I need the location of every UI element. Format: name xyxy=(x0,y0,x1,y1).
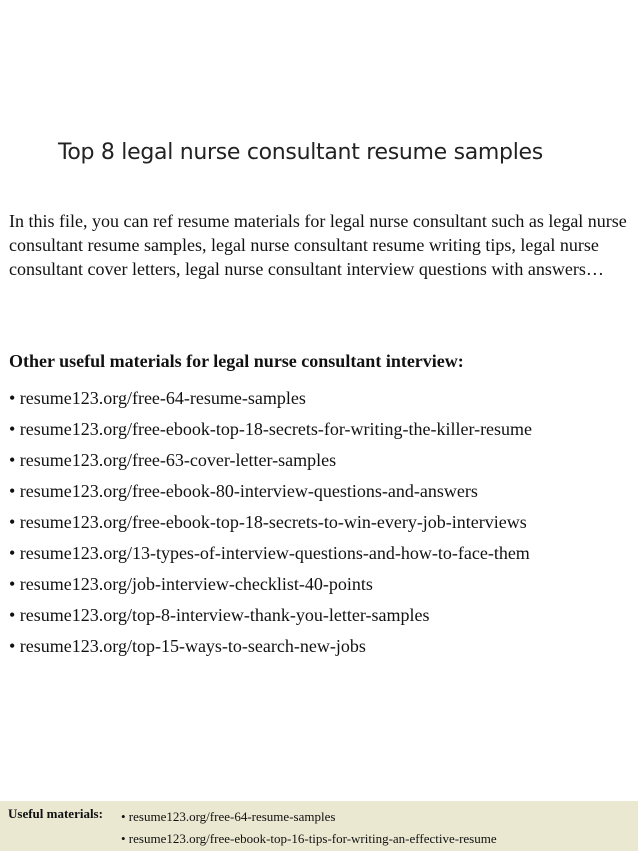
materials-link[interactable]: • resume123.org/free-ebook-top-18-secrets-to-win-every-job-interviews xyxy=(9,512,527,532)
materials-link[interactable]: • resume123.org/13-types-of-interview-questions-and-how-to-face-them xyxy=(9,543,530,563)
materials-link[interactable]: • resume123.org/free-63-cover-letter-samples xyxy=(9,450,337,470)
materials-heading: Other useful materials for legal nurse consultant interview: xyxy=(9,351,464,371)
footer-link[interactable]: • resume123.org/free-64-resume-samples xyxy=(121,809,336,824)
materials-link[interactable]: • resume123.org/job-interview-checklist-40-points xyxy=(9,574,373,594)
footer-label-separator: : xyxy=(98,806,103,821)
materials-link[interactable]: • resume123.org/free-64-resume-samples xyxy=(9,388,306,408)
footer-label xyxy=(8,806,103,822)
materials-link-list xyxy=(9,383,532,662)
footer-link[interactable]: • resume123.org/free-ebook-top-16-tips-for-writing-an-effective-resume xyxy=(121,831,497,846)
intro-paragraph: In this file, you can ref resume materials for legal nurse consultant such as legal nurse consultant resume samples, legal nurse consultant resume writing tips, legal nurse consultant cover letters, legal nurse consultant interview questions with answers… xyxy=(9,211,627,279)
materials-link[interactable]: • resume123.org/top-15-ways-to-search-new-jobs xyxy=(9,636,366,656)
materials-link[interactable]: • resume123.org/free-ebook-top-18-secrets-for-writing-the-killer-resume xyxy=(9,419,533,439)
materials-link[interactable]: • resume123.org/top-8-interview-thank-you-letter-samples xyxy=(9,605,430,625)
page-title: Top 8 legal nurse consultant resume samples xyxy=(58,140,543,165)
materials-link[interactable]: • resume123.org/free-ebook-80-interview-questions-and-answers xyxy=(9,481,478,501)
footer-bar xyxy=(0,801,638,851)
footer-label-text: Useful materials xyxy=(8,806,99,821)
footer-link-list xyxy=(121,806,497,850)
